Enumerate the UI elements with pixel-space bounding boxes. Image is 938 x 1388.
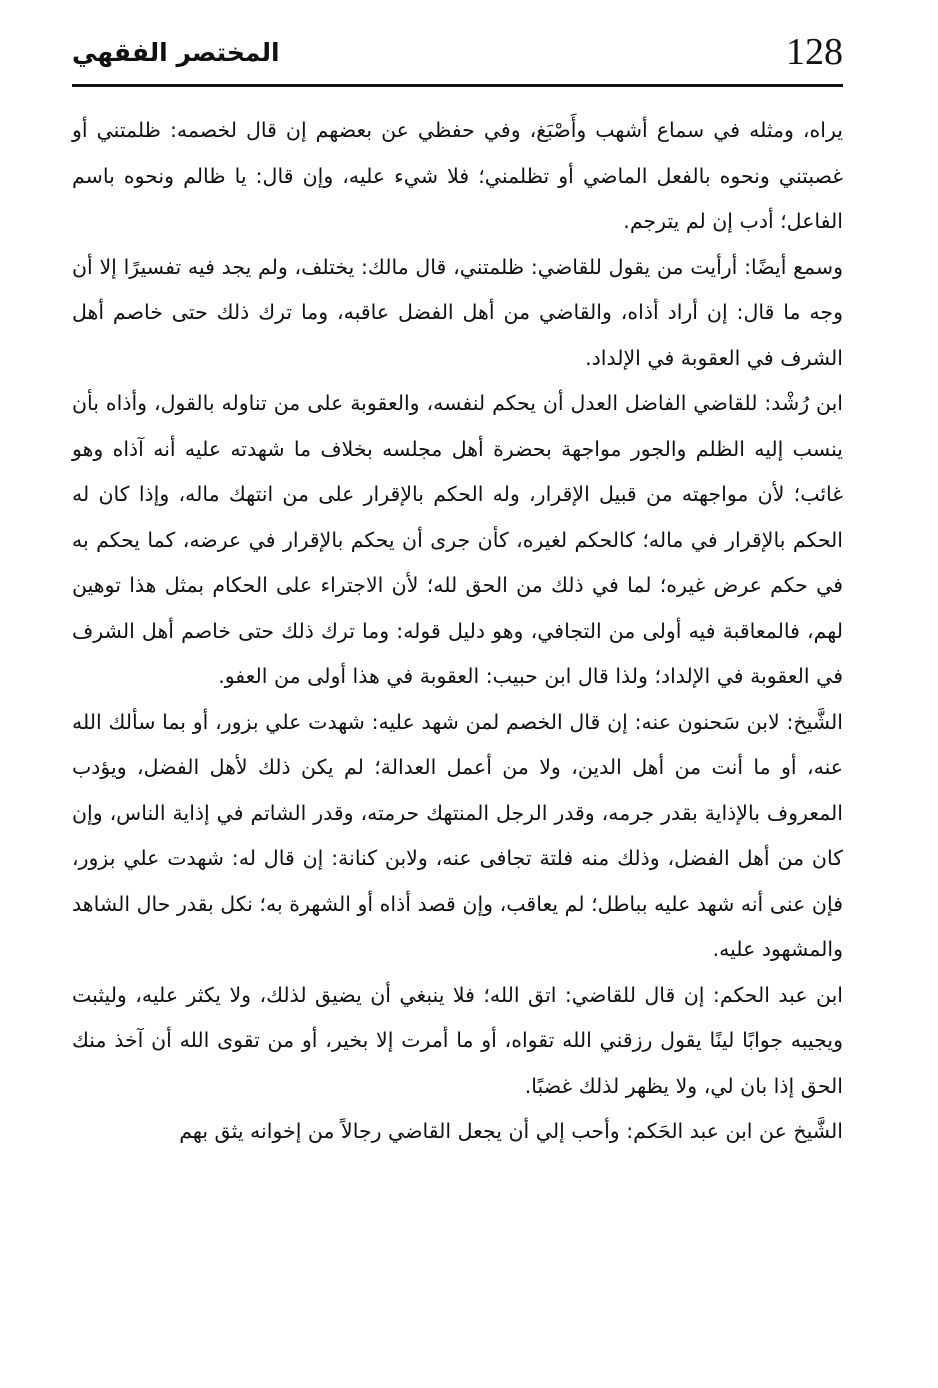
paragraph: الشَّيخ: لابن سَحنون عنه: إن قال الخصم لمن شهد عليه: شهدت علي بزور، أو بما سألك الله عنه، أو ما أنت من أهل الدين، ولا من أعمل العدالة؛ لم يكن ذلك لأهل الفضل، ويؤدب المعروف بالإذاية بقدر جرمه، وقدر الرجل المنتهك حرمته، وقدر الشاتم في إذاية الناس، وإن كان من أهل الفضل، وذلك منه فلتة تجافى عنه، ولابن كنانة: إن قال له: شهدت علي بزور، فإن عنى أنه شهد عليه بباطل؛ لم يعاقب، وإن قصد أذاه أو الشهرة به؛ نكل بقدر حال الشاهد والمشهود عليه.: [72, 709, 843, 961]
header-rule: [72, 84, 843, 87]
running-title: المختصر الفقهي: [72, 38, 280, 67]
paragraph: ابن عبد الحكم: إن قال للقاضي: اتق الله؛ فلا ينبغي أن يضيق لذلك، ولا يكثر عليه، وليثبت ويجيبه جوابًا لينًا يقول رزقني الله تقواه، أو ما أمرت إلا بخير، أو من تقوى الله أن آخذ منك الحق إذا بان لي، ولا يظهر لذلك غضبًا.: [72, 982, 843, 1098]
page-header: [72, 28, 843, 78]
paragraph: الشَّيخ عن ابن عبد الحَكم: وأحب إلي أن يجعل القاضي رجالاً من إخوانه يثق بهم: [179, 1119, 843, 1143]
paragraph: ابن رُشْد: للقاضي الفاضل العدل أن يحكم لنفسه، والعقوبة على من تناوله بالقول، وأذاه بأن ينسب إليه الظلم والجور مواجهة بحضرة أهل مجلسه بخلاف ما شهدته عليه أنه آذاه وهو غائب؛ لأن مواجهته من قبيل الإقرار، وله الحكم بالإقرار على من انتهك ماله، وإذا كان له الحكم بالإقرار في ماله؛ كالحكم لغيره، كأن جرى أن يحكم بالإقرار في عرضه، كما يحكم به في حكم عرض غيره؛ لما في ذلك من الحق لله؛ لأن الاجتراء على الحكام بمثل هذا توهين لهم، فالمعاقبة فيه أولى من التجافي، وهو دليل قوله: وما ترك ذلك حتى خاصم أهل الشرف في العقوبة في الإلداد؛ ولذا قال ابن حبيب: العقوبة في هذا أولى من العفو.: [72, 391, 843, 688]
paragraph: وسمع أيضًا: أرأيت من يقول للقاضي: ظلمتني، قال مالك: يختلف، ولم يجد فيه تفسيرًا إلا أن وجه ما قال: إن أراد أذاه، والقاضي من أهل الفضل عاقبه، وما ترك ذلك حتى خاصم أهل الشرف في العقوبة في الإلداد.: [72, 254, 843, 370]
paragraph: يراه، ومثله في سماع أشهب وأَصْبَغ، وفي حفظي عن بعضهم إن قال لخصمه: ظلمتني أو غصبتني ونحوه بالفعل الماضي أو تظلمني؛ فلا شيء عليه، وإن قال: يا ظالم ونحوه باسم الفاعل؛ أدب إن لم يترجم.: [72, 118, 843, 233]
page-number: 128: [786, 31, 843, 73]
body-text: [72, 108, 843, 1155]
